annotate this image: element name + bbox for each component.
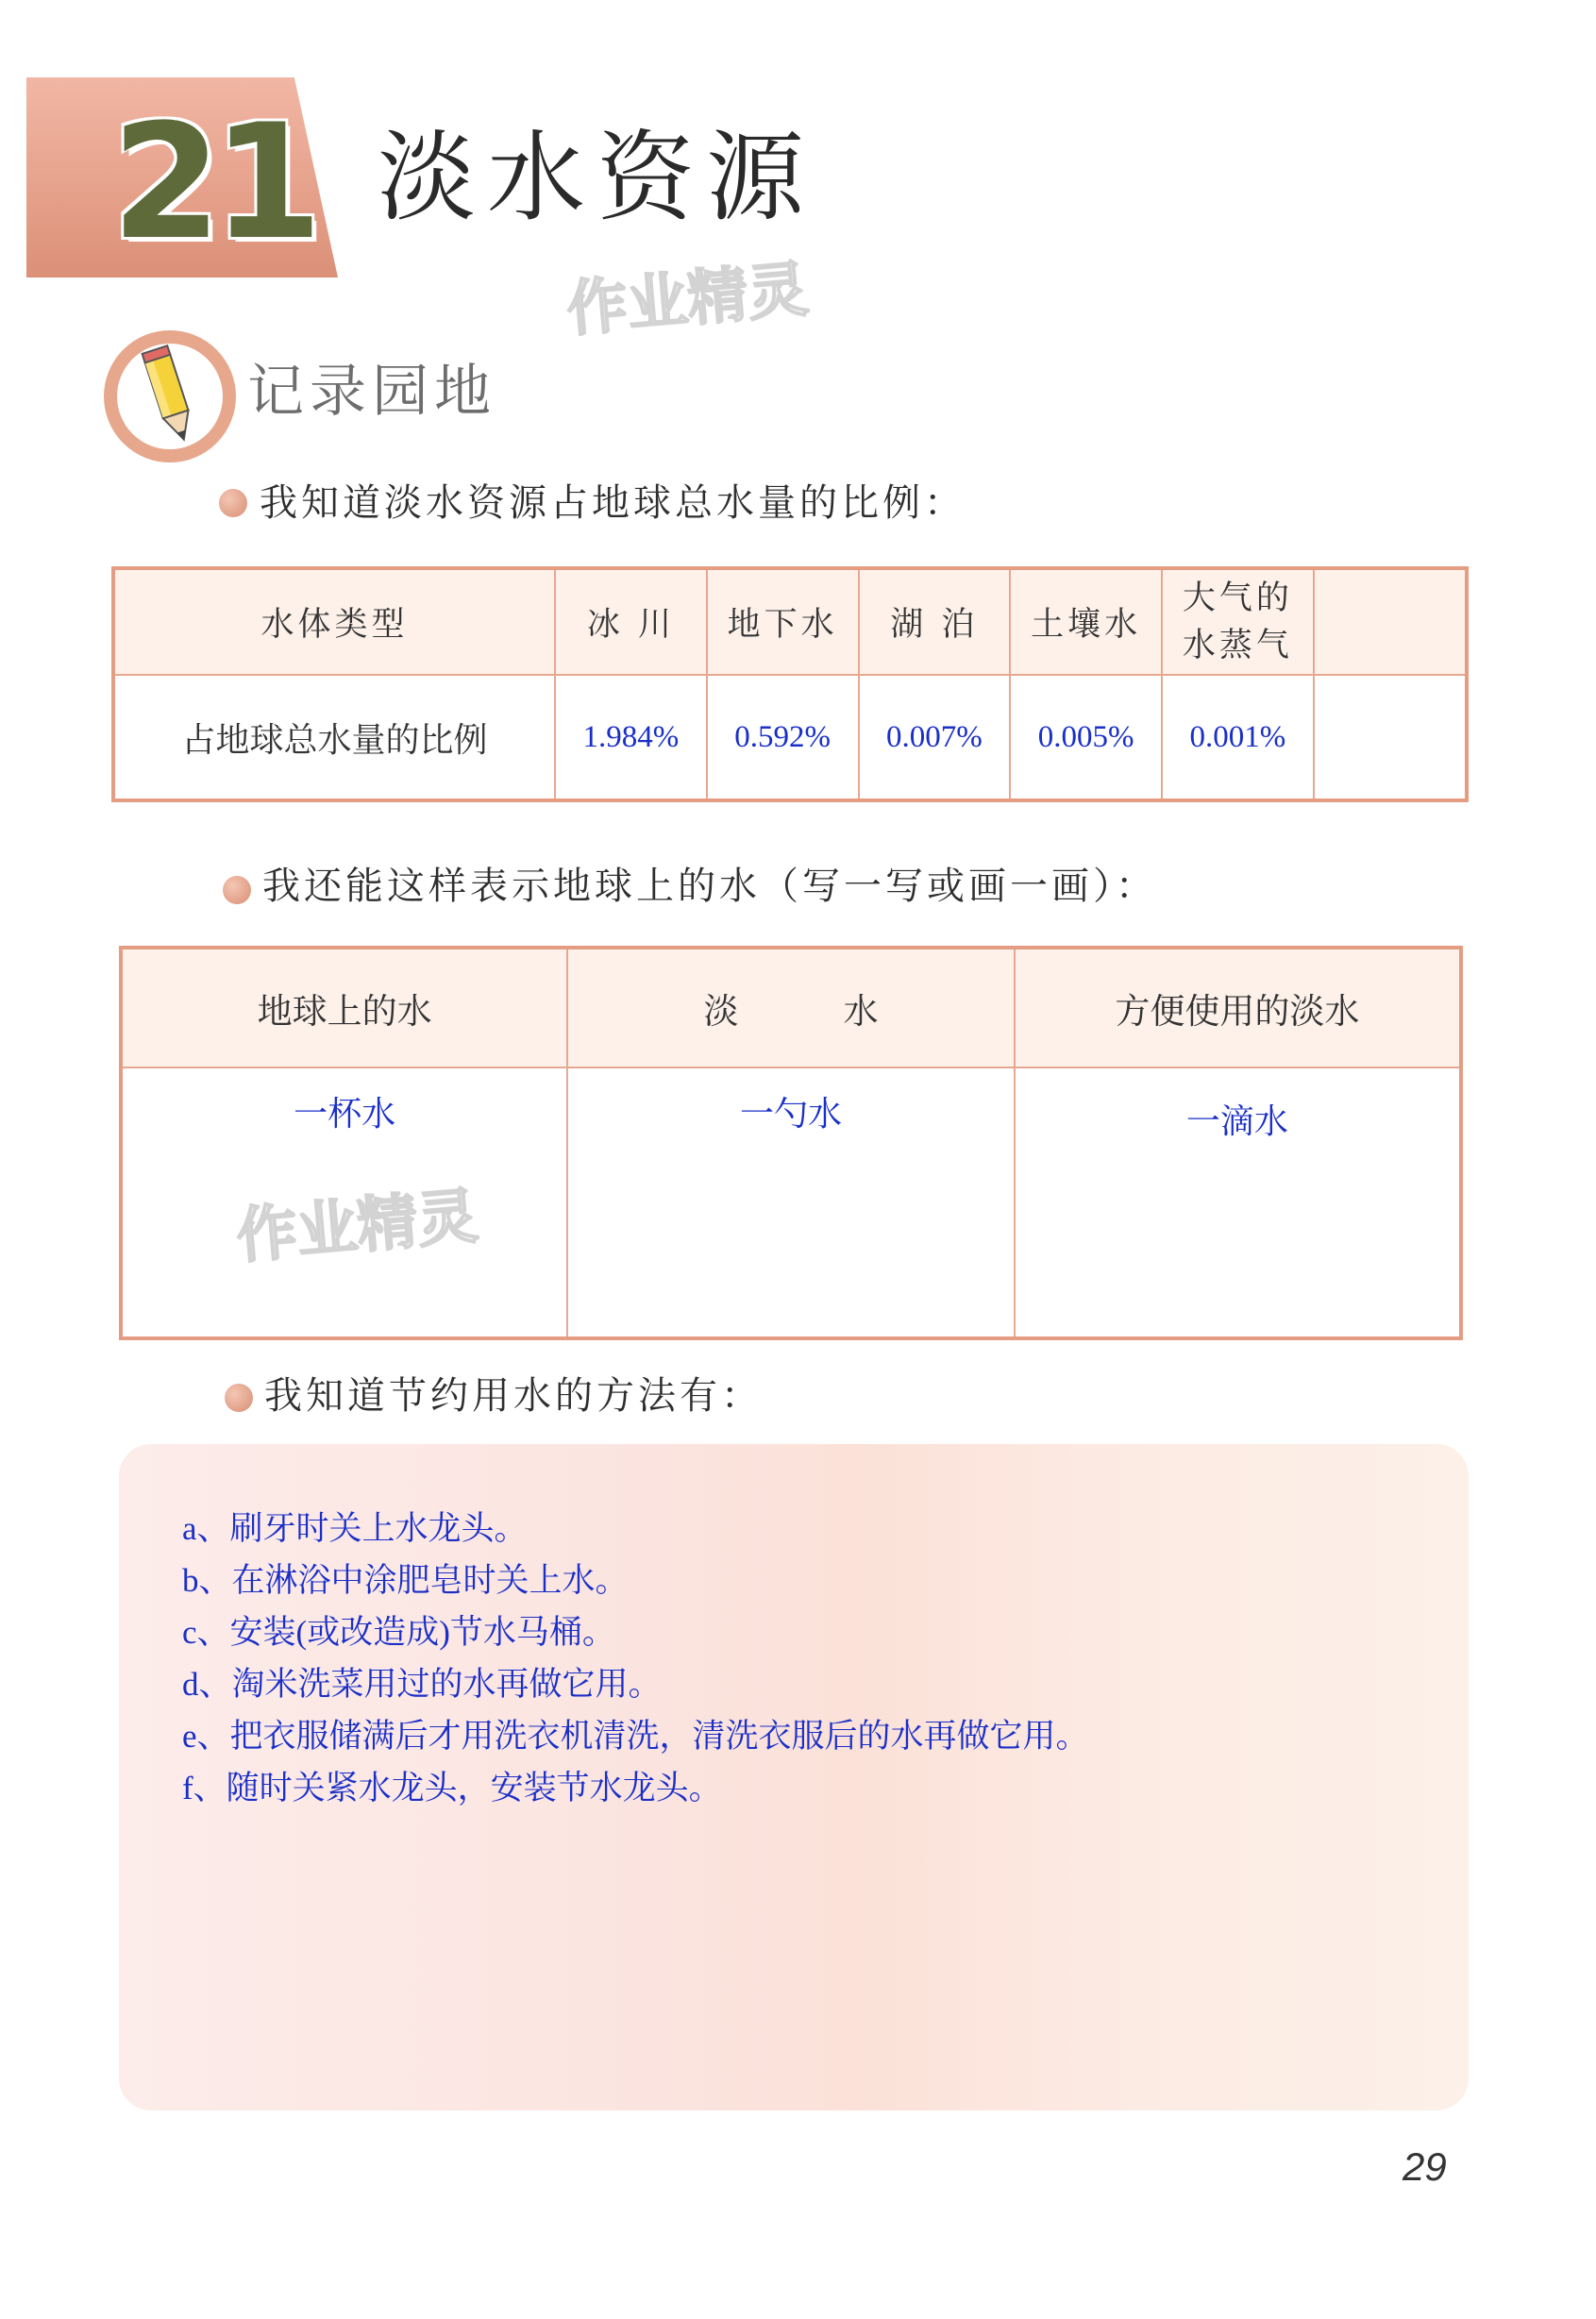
prompt-save-water: 我知道节约用水的方法有： <box>264 1374 763 1418</box>
table-cell: 0.592% <box>707 675 859 800</box>
bullet-dot-icon <box>223 876 251 904</box>
watermark: 作业精灵 <box>233 1181 481 1272</box>
table-header-cell: 方便使用的淡水 <box>1015 948 1461 1067</box>
table-cell: 0.005% <box>1010 675 1162 800</box>
table-header-cell: 冰 川 <box>555 568 707 675</box>
table-header-cell: 水体类型 <box>113 568 555 675</box>
table-header-cell: 地下水 <box>707 568 859 675</box>
table-header-row <box>121 948 1461 1067</box>
list-item: b、在淋浴中涂肥皂时关上水。 <box>182 1562 629 1599</box>
table-cell <box>1015 1067 1461 1338</box>
table-cell <box>1314 675 1467 800</box>
pencil-icon <box>117 344 223 449</box>
list-item: c、安装(或改造成)节水马桶。 <box>182 1614 615 1651</box>
table-row-label: 占地球总水量的比例 <box>113 675 555 800</box>
bullet-dot-icon <box>219 489 247 517</box>
pencil-badge <box>104 330 236 462</box>
list-item: e、把衣服储满后才用洗衣机清洗，清洗衣服后的水再做它用。 <box>182 1718 1089 1755</box>
answer-text: 一滴水 <box>1185 1102 1288 1141</box>
table-header-cell: 湖 泊 <box>859 568 1011 675</box>
table-header-cell <box>1314 568 1467 675</box>
answer-text: 一勺水 <box>739 1095 842 1134</box>
water-representation-table <box>119 946 1463 1340</box>
section-title: 记录园地 <box>247 359 496 425</box>
table-header-cell: 淡 水 <box>567 948 1014 1067</box>
table-header-row <box>113 568 1467 675</box>
lesson-number: 21 <box>111 90 313 275</box>
prompt-represent-water: 我还能这样表示地球上的水（写一写或画一画）： <box>262 865 1157 908</box>
table-cell <box>567 1067 1014 1338</box>
table-header-line: 大气的 <box>1182 580 1293 617</box>
table-row <box>113 675 1467 800</box>
answer-text: 一杯水 <box>294 1095 396 1134</box>
page-number: 29 <box>1403 2144 1447 2189</box>
water-saving-list <box>182 1503 1089 1814</box>
page-title: 淡水资源 <box>378 120 816 235</box>
list-item: d、淘米洗菜用过的水再做它用。 <box>182 1666 662 1703</box>
table-header-cell: 土壤水 <box>1010 568 1162 675</box>
bullet-dot-icon <box>225 1384 253 1412</box>
table-header-line: 水蒸气 <box>1182 627 1293 664</box>
table-header-cell: 地球上的水 <box>121 948 567 1067</box>
table-cell: 0.001% <box>1162 675 1314 800</box>
list-item: a、刷牙时关上水龙头。 <box>182 1510 528 1547</box>
water-ratio-table <box>111 566 1469 802</box>
table-cell: 1.984% <box>555 675 707 800</box>
watermark: 作业精灵 <box>563 254 812 345</box>
table-cell: 0.007% <box>859 675 1011 800</box>
table-header-cell <box>1162 568 1314 675</box>
list-item: f、随时关紧水龙头，安装节水龙头。 <box>182 1770 722 1806</box>
prompt-ratio: 我知道淡水资源占地球总水量的比例： <box>260 481 966 525</box>
